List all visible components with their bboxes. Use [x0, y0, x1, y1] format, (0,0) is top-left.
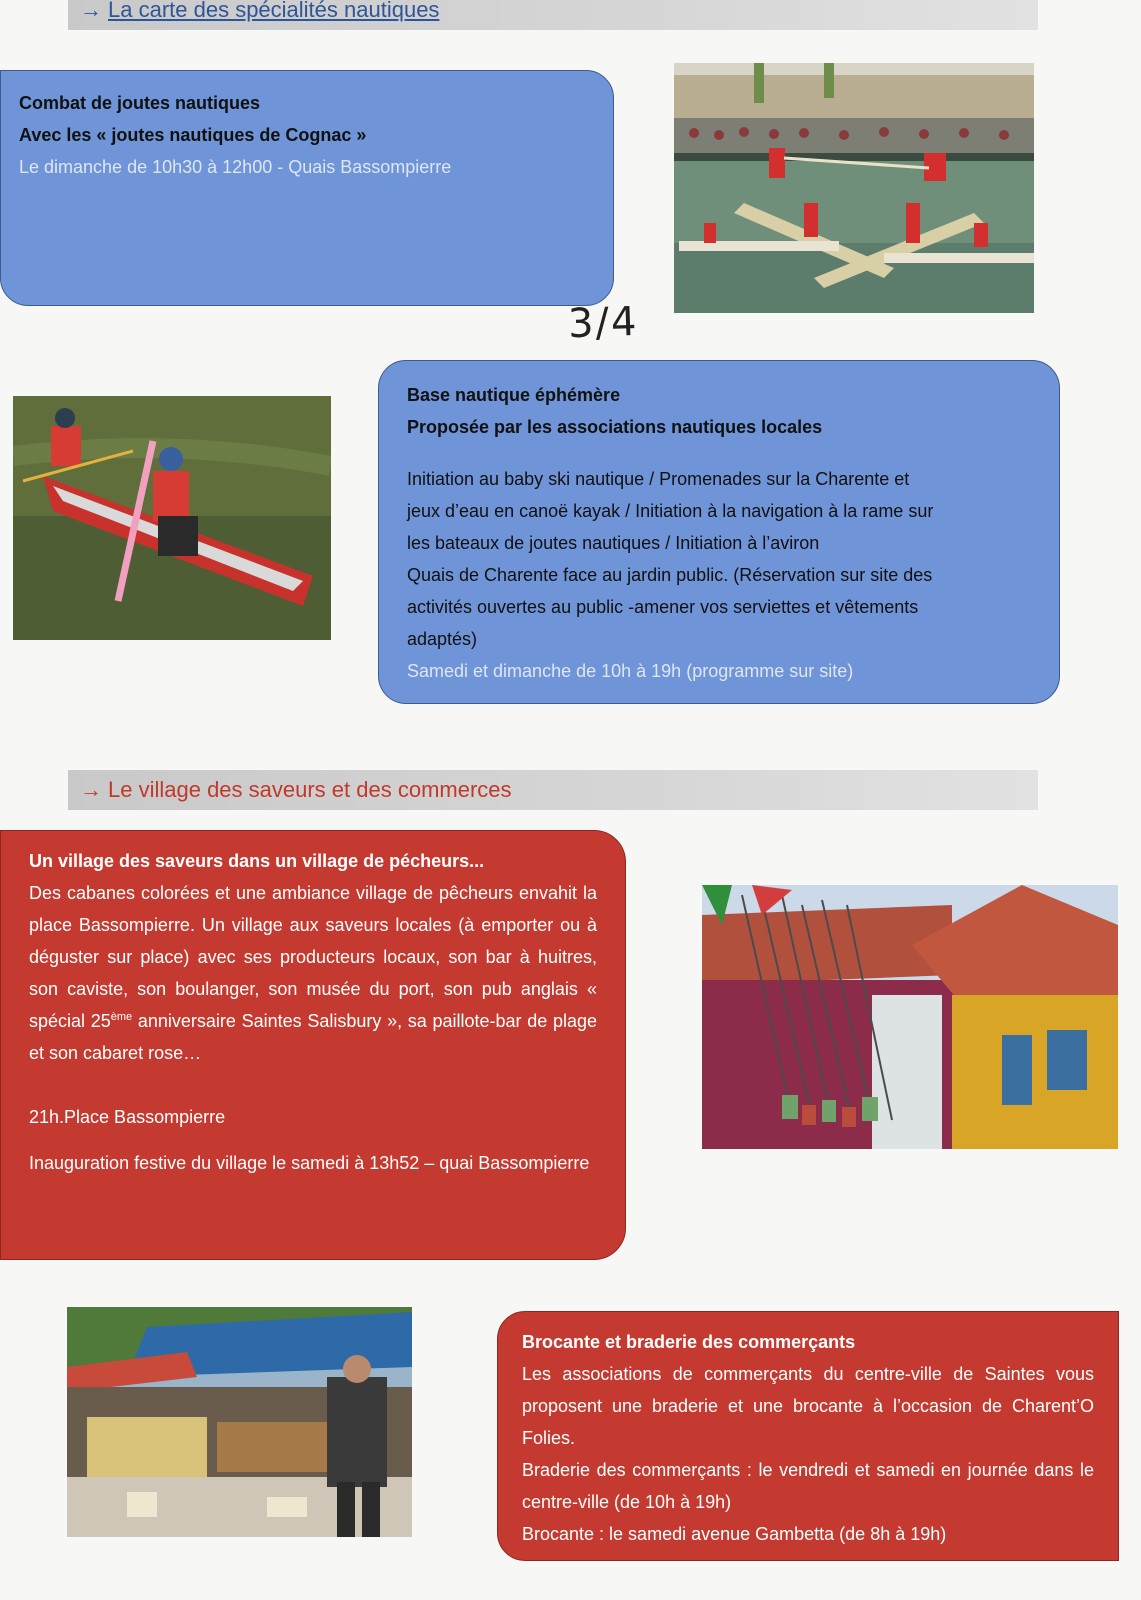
base-when: Samedi et dimanche de 10h à 19h (programme sur site) [407, 661, 854, 681]
handwritten-page-number: 3/4 [567, 298, 640, 348]
village-inauguration: Inauguration festive du village le samedi à 13h52 – quai Bassompierre [29, 1153, 590, 1173]
market-photo [67, 1307, 412, 1537]
section-header-village [68, 770, 1038, 810]
village-box [0, 830, 626, 1260]
base-line-3: les bateaux de joutes nautiques / Initiation à l’aviron [407, 533, 820, 553]
village-title: Un village des saveurs dans un village de pécheurs... [29, 851, 485, 871]
village-time-place: 21h.Place Bassompierre [29, 1107, 226, 1127]
joutes-when: Le dimanche de 10h30 à 12h00 - Quais Bassompierre [19, 157, 452, 177]
arrow-icon: → [80, 0, 102, 22]
base-line-1: Initiation au baby ski nautique / Promenades sur la Charente et [407, 469, 910, 489]
base-subtitle: Proposée par les associations nautiques locales [407, 417, 823, 437]
brocante-braderie: Braderie des commerçants : le vendredi et samedi en journée dans le centre-ville (de 10h à 19h) [522, 1460, 1094, 1512]
brocante-body: Les associations de commerçants du centre-ville de Saintes vous proposent une braderie et une brocante à l’occasion de Charent’O Folies. [522, 1364, 1094, 1448]
joutes-box [0, 70, 614, 306]
canoe-photo [13, 396, 331, 640]
base-line-4: Quais de Charente face au jardin public. (Réservation sur site des [407, 565, 933, 585]
joutes-title: Combat de joutes nautiques [19, 93, 261, 113]
base-line-6: adaptés) [407, 629, 478, 649]
base-line-5: activités ouvertes au public -amener vos serviettes et vêtements [407, 597, 919, 617]
cabanes-photo [702, 885, 1118, 1149]
village-body: Des cabanes colorées et une ambiance village de pêcheurs envahit la place Bassompierre. Un village aux saveurs locales (à emporter ou à déguster sur place) avec ses producteurs locaux, son bar à huitres, son caviste, son boulanger, son musée du port, son pub anglais « spécial 25ème anniversaire Saintes Salisbury », sa paillote-bar de plage et son cabaret rose… [29, 883, 597, 1063]
section-title-village: Le village des saveurs et des commerces [108, 777, 512, 802]
base-nautique-box [378, 360, 1060, 704]
brocante-box [497, 1311, 1119, 1561]
section-header-nautique [68, 0, 1038, 30]
brocante-line: Brocante : le samedi avenue Gambetta (de 8h à 19h) [522, 1524, 947, 1544]
brocante-title: Brocante et braderie des commerçants [522, 1332, 856, 1352]
joutes-subtitle: Avec les « joutes nautiques de Cognac » [19, 125, 367, 145]
arrow-icon: → [80, 777, 102, 802]
base-title: Base nautique éphémère [407, 385, 621, 405]
joutes-photo [674, 63, 1034, 313]
section-title-nautique: La carte des spécialités nautiques [108, 0, 440, 22]
base-line-2: jeux d’eau en canoë kayak / Initiation à la navigation à la rame sur [407, 501, 934, 521]
